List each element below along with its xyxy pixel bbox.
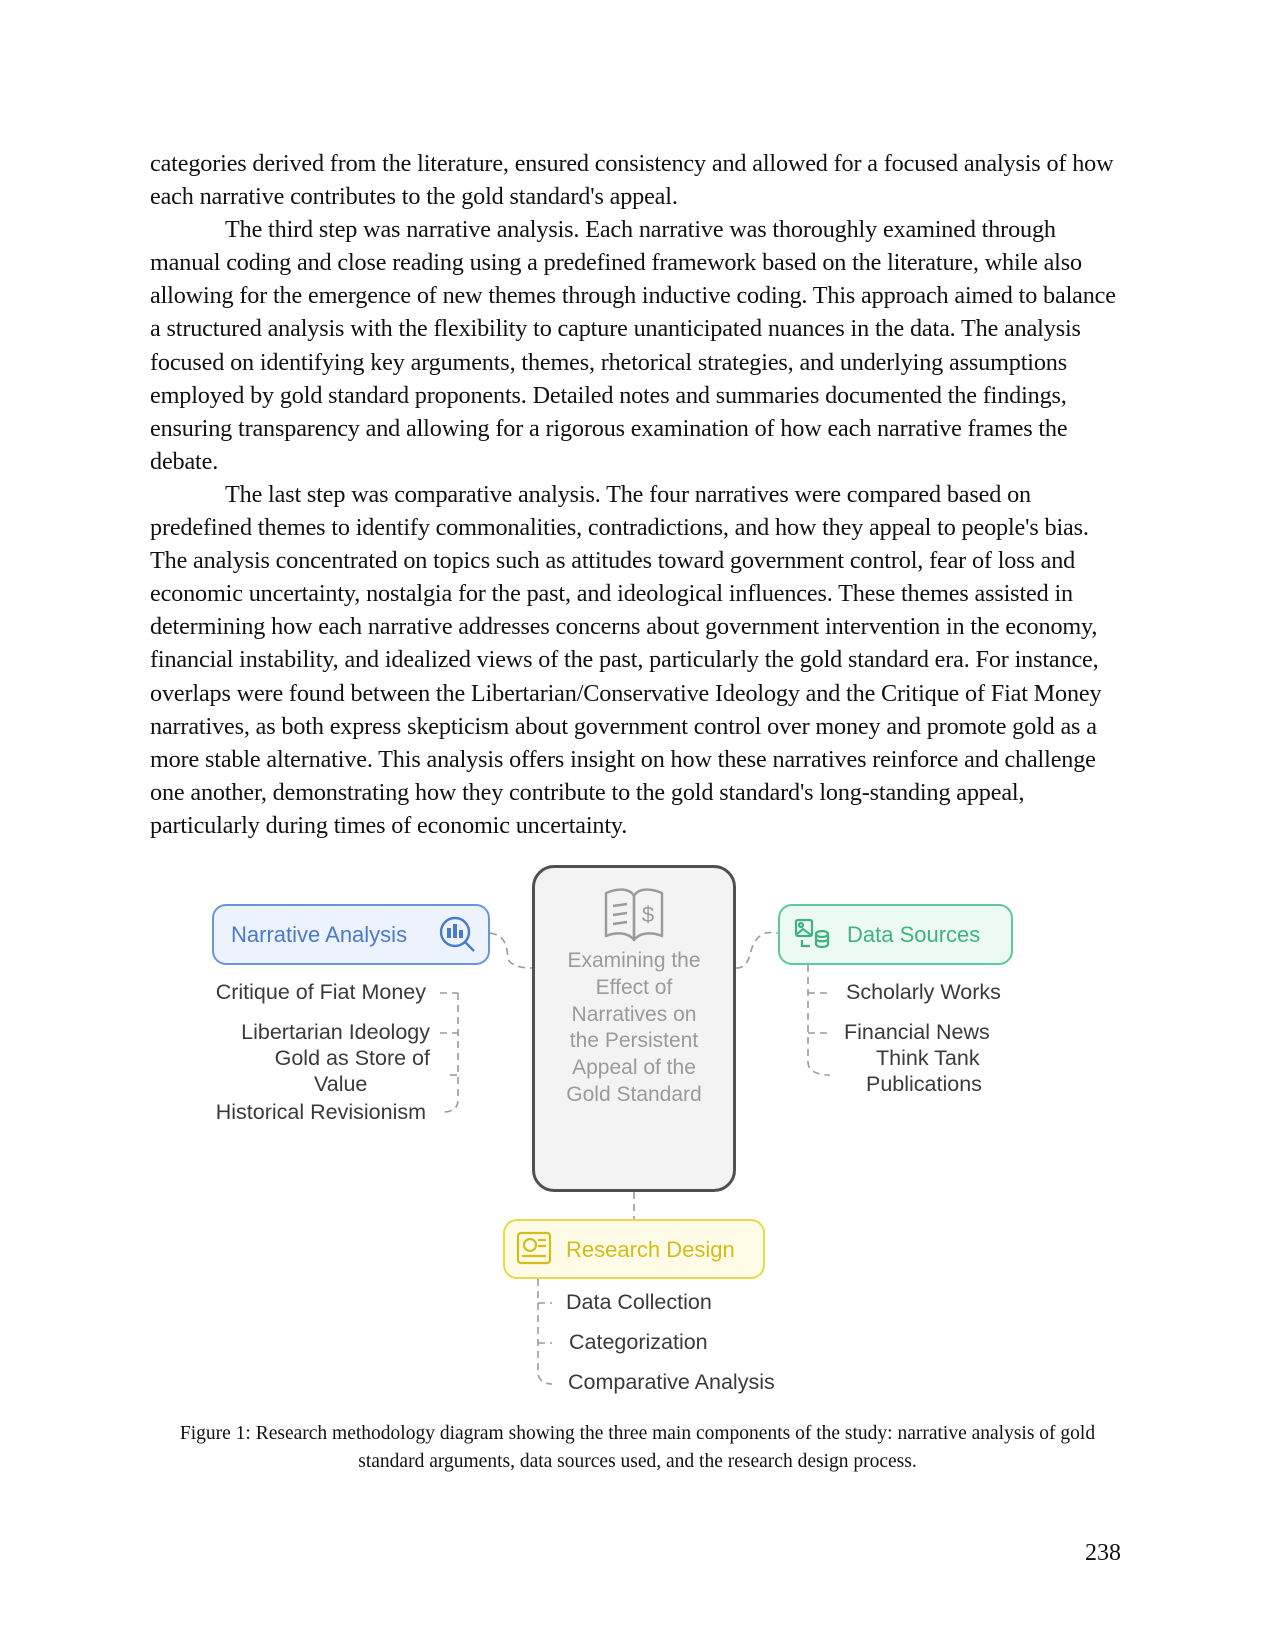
- connector-narrative-trunk: [444, 993, 458, 1112]
- narrative-item-1: Critique of Fiat Money: [215, 980, 426, 1004]
- paragraph-1: categories derived from the literature, ensured consistency and allowed for a focused analysis of how each narrative contributes to the gold standard's appeal.: [150, 150, 1114, 211]
- paragraph-2: The third step was narrative analysis. Each narrative was thoroughly examined through manual coding and close reading using a predefined framework based on the literature, while also allowing for the emergence of new themes through inductive coding. This approach aimed to balance a structured analysis with the flexibility to capture unanticipated nuances in the data. The analysis focused on identifying key arguments, themes, rhetorical strategies, and underlying assumptions employed by gold standard proponents. Detailed notes and summaries documented the findings, ensuring transparency and allowing for a rigorous examination of how each narrative frames the debate.: [150, 216, 1116, 475]
- narrative-item-5: Historical Revisionism: [215, 1100, 426, 1124]
- data-sources-item-3: Think Tank: [876, 1046, 980, 1070]
- narrative-item-3: Gold as Store of: [274, 1046, 430, 1070]
- center-topic-text: Examining the Effect of Narratives on the Persistent Appeal of the Gold Standard: [566, 949, 702, 1106]
- paragraph-3: The last step was comparative analysis. The four narratives were compared based on predefined themes to identify commonalities, contradictions, and how they appeal to people's bias. The analysis concentrated on topics such as attitudes toward government control, fear of loss and economic uncertainty, nostalgia for the past, and ideological influences. These themes assisted in determining how each narrative addresses concerns about government intervention in the economy, financial instability, and idealized views of the past, particularly the gold standard era. For instance, overlaps were found between the Libertarian/Conservative Ideology and the Critique of Fiat Money narratives, as both express skepticism about government control over money and promote gold as a more stable alternative. This analysis offers insight on how these narratives reinforce and challenge one another, demonstrating how they contribute to the gold standard's long-standing appeal, particularly during times of economic uncertainty.: [150, 480, 1102, 839]
- data-sources-title: Data Sources: [847, 922, 981, 947]
- research-design-item-1: Data Collection: [566, 1290, 712, 1314]
- page-number: 238: [1085, 1540, 1121, 1566]
- connector-data-trunk: [808, 965, 830, 1075]
- research-design-item-2: Categorization: [569, 1330, 708, 1354]
- connector-center-data: [736, 933, 778, 968]
- connector-center-narrative: [490, 933, 532, 968]
- figure-caption: Figure 1: Research methodology diagram showing the three main components of the study: narrative analysis of gold standard arguments, data sources used, and the research design process.: [179, 1423, 1096, 1472]
- data-sources-item-1: Scholarly Works: [846, 980, 1001, 1004]
- research-design-item-3: Comparative Analysis: [568, 1370, 775, 1394]
- dollar-glyph: $: [641, 902, 655, 927]
- narrative-analysis-title: Narrative Analysis: [231, 922, 408, 947]
- connector-research-trunk: [538, 1279, 552, 1384]
- data-sources-item-4: Publications: [866, 1072, 982, 1096]
- narrative-item-4: Value: [314, 1072, 368, 1096]
- research-design-title: Research Design: [566, 1237, 735, 1262]
- data-sources-item-2: Financial News: [844, 1020, 990, 1044]
- narrative-item-2: Libertarian Ideology: [241, 1020, 430, 1044]
